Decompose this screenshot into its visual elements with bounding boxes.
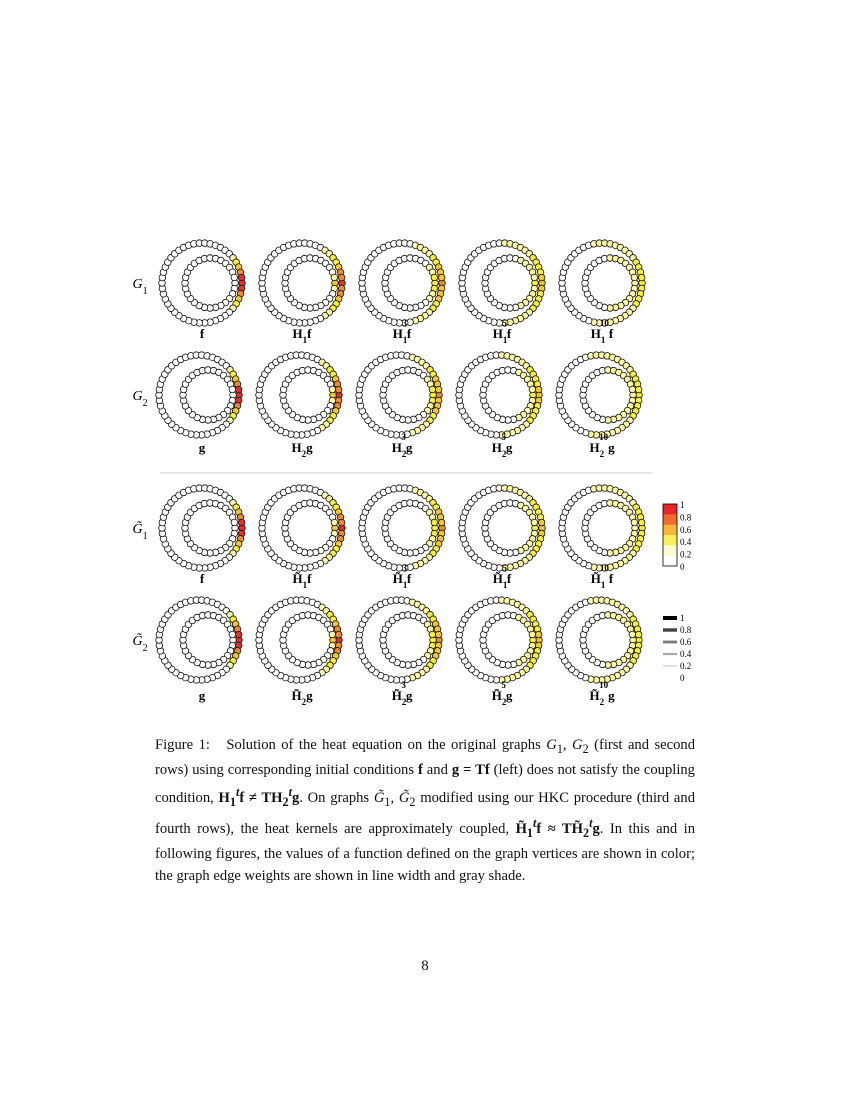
graph-vertex — [231, 519, 238, 526]
weight-legend-tick: 0.2 — [680, 661, 692, 671]
panel-label: $H_13f$ — [392, 318, 412, 345]
colorbar-tick: 0 — [680, 562, 685, 572]
colorbar-segment — [663, 545, 677, 556]
graph-vertex — [231, 274, 238, 281]
panel-label: f — [199, 571, 205, 586]
panel-label: $H̃_13f$ — [392, 563, 412, 590]
graph-vertex — [429, 631, 436, 638]
row-label: $G̃_2$ — [132, 634, 148, 654]
panel-label: $H_2g$ — [291, 440, 313, 459]
colorbar-segment — [663, 535, 677, 546]
figure-caption: Figure 1: Solution of the heat equation on the original graphs $G_1$, $G_2$ (first and second rows) using corresponding initial conditions f and g = Tf (left) does not satisfy the coupling condition, $H_1^tf \ne TH_2^tg$. On graphs $G̃_1$, $G̃_2$ modified using our HKC procedure (third and fourth rows), the heat kernels are approximately coupled, $H̃_1^tf$ ≈ $TH̃_2^tg$. In this and in following figures, the values of a function defined on the graph vertices are shown in color; the graph edge weights are shown in line width and gray shade. — [155, 737, 696, 884]
weight-legend-tick: 0.6 — [680, 637, 692, 647]
graph-vertex — [638, 519, 645, 526]
panel-label: $H̃_23g$ — [391, 680, 413, 707]
panel-label: $H_1f$ — [292, 326, 312, 345]
graph-vertex — [229, 631, 236, 638]
graph-panel — [556, 597, 643, 683]
graph-vertex — [635, 631, 642, 638]
panel-label: $H̃_25g$ — [491, 680, 513, 707]
graph-vertex — [531, 519, 538, 526]
graph-vertex — [629, 386, 636, 393]
graph-vertex — [429, 386, 436, 393]
colorbar-tick: 0.6 — [680, 524, 692, 535]
graph-panel — [456, 597, 543, 683]
graph-vertex — [529, 631, 536, 638]
graph-panel — [256, 597, 343, 683]
graph-vertex — [235, 386, 242, 393]
graph-vertex — [338, 274, 345, 281]
colorbar-segment — [663, 525, 677, 536]
panel-label: $H̃_2g$ — [291, 688, 313, 707]
graph-vertex — [531, 274, 538, 281]
graph-vertex — [338, 519, 345, 526]
graph-panel — [256, 352, 343, 438]
panel-label: $H̃_210g$ — [589, 680, 615, 707]
graph-vertex — [535, 631, 542, 638]
weight-legend-tick: 0.4 — [680, 649, 692, 659]
colorbar-segment — [663, 514, 677, 525]
graph-vertex — [238, 519, 245, 526]
graph-panel — [456, 352, 543, 438]
graph-panel — [359, 485, 446, 571]
panel-label: $H̃_15f$ — [492, 563, 512, 590]
graph-vertex — [631, 274, 638, 281]
weight-legend-tick: 0.8 — [680, 625, 692, 635]
colorbar-tick: 1 — [680, 500, 685, 510]
graph-vertex — [331, 519, 338, 526]
graph-panel — [356, 597, 443, 683]
graph-vertex — [635, 386, 642, 393]
graph-panel — [259, 240, 346, 326]
graph-vertex — [538, 274, 545, 281]
colorbar-segment — [663, 504, 677, 515]
graph-vertex — [638, 274, 645, 281]
graph-vertex — [235, 631, 242, 638]
panel-label: $H_23g$ — [391, 432, 413, 459]
panel-label: f — [199, 326, 205, 341]
panel-label: g — [198, 688, 206, 703]
caption-lead: Figure 1: — [155, 737, 210, 753]
panel-label: $H̃_110f$ — [590, 563, 614, 590]
graph-vertex — [229, 386, 236, 393]
graph-panel — [156, 597, 243, 683]
row-label: $G_2$ — [132, 389, 148, 409]
graph-panel — [459, 240, 546, 326]
row-label: $G̃_1$ — [132, 522, 148, 542]
graph-panel — [556, 352, 643, 438]
graph-panel — [459, 485, 546, 571]
graph-vertex — [335, 386, 342, 393]
graph-panel — [159, 485, 246, 571]
graph-vertex — [631, 519, 638, 526]
graph-vertex — [435, 631, 442, 638]
graph-vertex — [529, 386, 536, 393]
row-label: $G_1$ — [132, 277, 148, 297]
graph-vertex — [438, 274, 445, 281]
graph-panel — [356, 352, 443, 438]
graph-vertex — [438, 519, 445, 526]
graph-vertex — [335, 631, 342, 638]
weight-legend-tick: 1 — [680, 613, 685, 623]
panel-label: $H_110f$ — [590, 318, 614, 345]
graph-vertex — [331, 274, 338, 281]
colorbar-tick: 0.8 — [680, 512, 692, 523]
colorbar-tick: 0.4 — [680, 537, 692, 548]
graph-vertex — [435, 386, 442, 393]
graph-vertex — [629, 631, 636, 638]
panel-label: g — [198, 440, 206, 455]
panel-label: $H_210g$ — [589, 432, 615, 459]
page-number: 8 — [421, 958, 429, 974]
graph-vertex — [535, 386, 542, 393]
panel-label: $H_15f$ — [492, 318, 512, 345]
graph-panel — [359, 240, 446, 326]
graph-panel — [559, 240, 646, 326]
graph-panel — [559, 485, 646, 571]
graph-vertex — [538, 519, 545, 526]
graph-vertex — [431, 519, 438, 526]
weight-legend-tick: 0 — [680, 673, 685, 683]
graph-panel — [159, 240, 246, 326]
colorbar-tick: 0.2 — [680, 549, 692, 560]
panel-label: $H̃_1f$ — [292, 571, 312, 590]
panel-label: $H_25g$ — [491, 432, 513, 459]
graph-panel — [259, 485, 346, 571]
graph-vertex — [238, 274, 245, 281]
graph-vertex — [431, 274, 438, 281]
colorbar-segment — [663, 556, 677, 567]
graph-panel — [156, 352, 243, 438]
graph-vertex — [329, 386, 336, 393]
graph-vertex — [329, 631, 336, 638]
